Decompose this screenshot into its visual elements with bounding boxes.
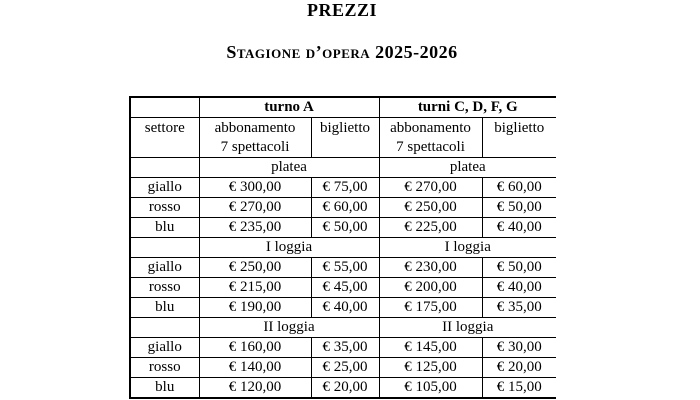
price-cell: € 270,00 (199, 198, 311, 218)
group-header-row (130, 97, 556, 118)
price-cell: € 35,00 (482, 298, 556, 318)
empty-cell (130, 238, 199, 258)
price-cell: € 15,00 (482, 378, 556, 399)
price-cell: € 35,00 (311, 338, 379, 358)
section-label: II loggia (199, 318, 379, 338)
abbonamento-label: abbonamento (390, 120, 471, 136)
table-row (130, 358, 556, 378)
price-cell: € 125,00 (379, 358, 482, 378)
price-cell: € 145,00 (379, 338, 482, 358)
price-cell: € 250,00 (379, 198, 482, 218)
section-row-ii-loggia (130, 318, 556, 338)
price-cell: € 160,00 (199, 338, 311, 358)
page-subtitle: Stagione d’opera 2025-2026 (226, 42, 458, 62)
sector-cell: blu (130, 218, 199, 238)
price-cell: € 120,00 (199, 378, 311, 399)
price-cell: € 50,00 (482, 198, 556, 218)
price-cell: € 25,00 (311, 358, 379, 378)
price-cell: € 60,00 (482, 178, 556, 198)
price-cell: € 45,00 (311, 278, 379, 298)
group-header-turni-cdfg: turni C, D, F, G (379, 97, 556, 118)
col-header-settore: settore (130, 118, 199, 158)
price-cell: € 75,00 (311, 178, 379, 198)
prices-table (129, 96, 556, 399)
price-cell: € 40,00 (482, 218, 556, 238)
section-label: platea (199, 158, 379, 178)
table-row (130, 178, 556, 198)
col-header-abbonamento-turni-cdfg (379, 118, 482, 158)
sector-cell: giallo (130, 338, 199, 358)
sector-cell: giallo (130, 178, 199, 198)
spettacoli-label: 7 spettacoli (396, 139, 465, 155)
col-header-abbonamento-turno-a (199, 118, 311, 158)
empty-cell (130, 97, 199, 118)
price-cell: € 140,00 (199, 358, 311, 378)
price-cell: € 250,00 (199, 258, 311, 278)
price-cell: € 190,00 (199, 298, 311, 318)
section-row-platea (130, 158, 556, 178)
price-cell: € 50,00 (311, 218, 379, 238)
section-label: I loggia (379, 238, 556, 258)
section-label: II loggia (379, 318, 556, 338)
empty-cell (130, 158, 199, 178)
table-row (130, 298, 556, 318)
table-row (130, 198, 556, 218)
sector-cell: rosso (130, 278, 199, 298)
price-cell: € 175,00 (379, 298, 482, 318)
price-cell: € 230,00 (379, 258, 482, 278)
section-label: I loggia (199, 238, 379, 258)
table-row (130, 338, 556, 358)
price-cell: € 225,00 (379, 218, 482, 238)
price-cell: € 55,00 (311, 258, 379, 278)
price-cell: € 40,00 (482, 278, 556, 298)
section-label: platea (379, 158, 556, 178)
price-cell: € 60,00 (311, 198, 379, 218)
table-row (130, 258, 556, 278)
price-cell: € 40,00 (311, 298, 379, 318)
table-row (130, 378, 556, 399)
table-row (130, 218, 556, 238)
section-row-i-loggia (130, 238, 556, 258)
sector-cell: rosso (130, 198, 199, 218)
spettacoli-label: 7 spettacoli (220, 139, 290, 155)
sector-cell: blu (130, 298, 199, 318)
price-cell: € 300,00 (199, 178, 311, 198)
price-cell: € 30,00 (482, 338, 556, 358)
sector-cell: giallo (130, 258, 199, 278)
price-cell: € 200,00 (379, 278, 482, 298)
col-header-biglietto-turni-cdfg: biglietto (482, 118, 556, 158)
price-cell: € 20,00 (311, 378, 379, 399)
price-cell: € 270,00 (379, 178, 482, 198)
group-header-turno-a: turno A (199, 97, 379, 118)
table-row (130, 278, 556, 298)
price-cell: € 235,00 (199, 218, 311, 238)
abbonamento-label: abbonamento (214, 120, 296, 136)
sector-cell: rosso (130, 358, 199, 378)
page-title: PREZZI (306, 0, 378, 20)
price-cell: € 50,00 (482, 258, 556, 278)
sector-cell: blu (130, 378, 199, 399)
price-cell: € 215,00 (199, 278, 311, 298)
price-cell: € 105,00 (379, 378, 482, 399)
price-cell: € 20,00 (482, 358, 556, 378)
column-header-row (130, 118, 556, 158)
col-header-biglietto-turno-a: biglietto (311, 118, 379, 158)
empty-cell (130, 318, 199, 338)
